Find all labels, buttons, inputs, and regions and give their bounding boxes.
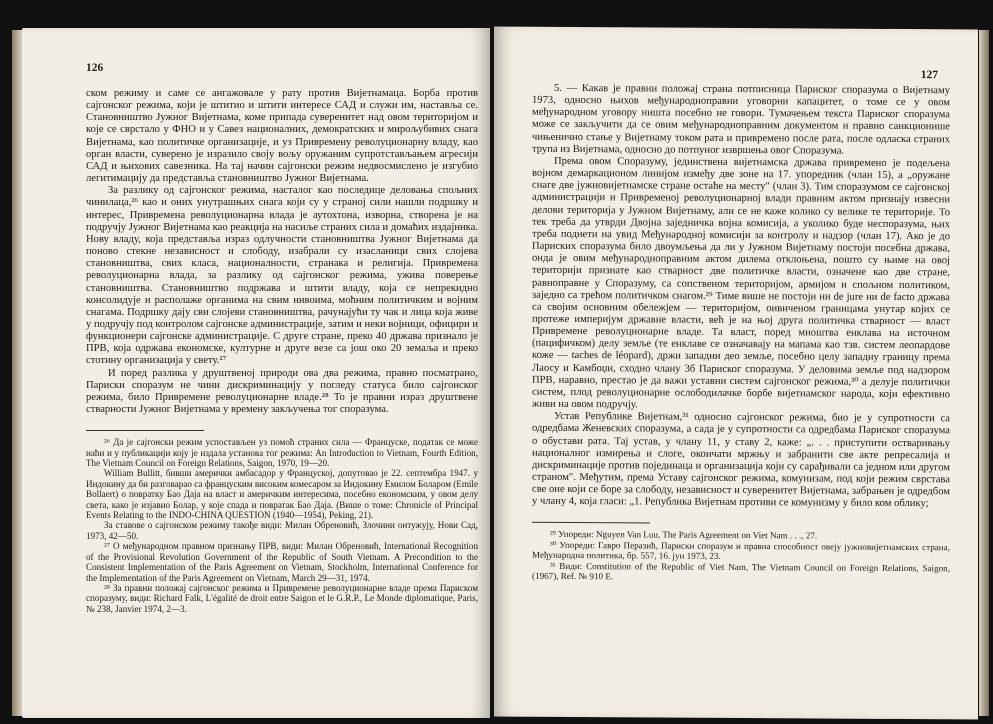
footnote-rule (86, 430, 204, 431)
footnote: ³⁰ Упореди: Гавро Перазић, Париски споразум и правна способност овеју јужновијетнамских страна, Међународна политика, бр. 557, 16. јун 1973, 23. (532, 539, 950, 562)
page-number: 126 (86, 62, 104, 74)
paragraph: За разлику од сајгонског режима, насталог као последице деловања спољних чинилаца,²⁶ као и оних унутрашњих снага који су у страној сили нашли подршку и интерес, Привремена револуционарна влада је аутохтона, изворна, створена је на подручју Јужног Вијетнама као реакција на насиље страних сила и домаћих издајника. Нову владу, која представља израз одлучности становништва Јужног Вијетнама да поново стекне независност и слободу, изабрали су изасланици свих слојева становништва, свих класа, националности, странака и религија. Привремена револуционарна влада, за разлику од сајгонског режима, ужива поверење становништва. Становништво подржава и штити владу, која се непрекидно консолидује и располаже органима на свим нивоима, моћним политичким и војним снагама. Подршку дају сви слојеви становништва, рачунајући ту чак и лица која живе у подручју под контролом сајгонске администрације, затим и неки војници, официри и функционери сајгонске администрације. С друге стране, преко 40 држава признало је ПРВ, која одржава економске, културне и друге везе са још око 20 земаља и преко стотину организација у свету.²⁷ (86, 185, 478, 367)
right-page-edge (979, 30, 989, 716)
page-number: 127 (920, 69, 938, 82)
paragraph: ском режиму и саме се ангажовале у рату против Вијетнамаца. Борба против сајгонског режима, који је штитио и штити интересе САД и служи им, наставља се. Становништво Јужног Вијетнама, коме припада суверенитет над овом територијом и које се сврстало у ФНО и у Савез националних, демократских и мирољубивих снага Вијетнама, као политичке организације, и уз Привремену револуционарну владу, као орган власти, суверено је изразило своју вољу оружаним супротстављањем агресији САД и њихових савезника. На тај начин сајгонски режим недвосмислено је изгубио легитимацију да представља становништво Јужног Вијетнама. (86, 88, 478, 185)
footnote: William Bullitt, бивши амерички амбасадор у Француској, допутовао је 22. септембра 1947. у Индокину да би разговарао са француским високим комесаром за Индокину Емилом Боларом (Emile Bollaert) о повратку Бао Даја на власт и америчким интересима, посебно економским, у овом делу света, како је изјавио Болар, у које спада и повратак Бао Даја. (Више о томе: Chronicle of Principal Events Relating to the INDO-CHINA QUESTION (1940—1954), Peking, 21). (86, 468, 478, 521)
footnote: ²⁷ О међународном правном признању ПРВ, види: Милан Обреновић, International Recognition of the Provisional Revolution Government of the Republic of South Vietnam. A Precondition to the Consistent Implementation of the Paris Agreement on Vietnam, Stockholm, International Conference for the Implementation of the Paris Agreement on Vietnam, March 29—31, 1974. (86, 541, 478, 583)
footnote: ²⁹ Упореди: Nguyen Van Luu, The Paris Agreement on Viet Nam . . ., 27. (550, 529, 818, 541)
footnote: ²⁸ За правни положај сајгонског режима и Привремене револуционарне владе према Париском споразуму, види: Richard Falk, L'égalité de droit entre Saigon et le G.R.P., Le Monde diplomatique, Paris, № 238, Janvier 1974, 2—3. (86, 582, 478, 614)
left-page-body (86, 88, 478, 614)
left-page (22, 28, 490, 718)
paragraph: И поред разлика у друштвеној природи ова два режима, правно посматрано, Париски споразум не чини дискриминацију у погледу статуса било сајгонског режима, било Привремене револуционарне владе.²⁸ То је правни израз друштвене стварности Јужног Вијетнама у времену закључења тог споразума. (86, 367, 478, 416)
left-page-edge (12, 30, 22, 716)
paragraph: 5. — Какав је правни положај страна потписница Париског споразума о Вијетнаму 1973, односно њихов међународноправни уговорни капацитет, о томе се у овом међународном уговору ништа посебно не говори. Тумачењем текста Париског споразума може се закључити да се овим међународноправним документом и правно санкционише чињенично стање у Вијетнаму током рата и привремено после рата, после одласка страних трупа из Вијетнама, односно до потпуног извршења овог Споразума. (532, 82, 950, 157)
footnotes (86, 437, 478, 614)
right-page (494, 27, 978, 720)
footnote: За ставове о сајгонском режиму такође види: Милан Обреновић, Злочини онтужују, Нови Сад, 1973, 42—50. (86, 520, 478, 541)
footnote: ³¹ Види: Constitution of the Republic of Viet Nam, The Vietnam Council on Foreign Relations, Saigon, (1967), Ref. № 910 E. (532, 560, 950, 582)
paragraph: Према овом Споразуму, јединствена вијетнамска држава привремено је подељена војном демаркационом линијом између две зоне на 17. упоредник (члан 15), а „оружане снаге две јужновијетнамске стране остаће на месту" (члан 3). Тим споразумом се сајгонској администрацији и Привременој револуционарној влади правним актом признају извесни делови територија у Јужном Вијетнаму, али се не каже колико су велике те територије. То тек треба да утврди Двојна заједничка војна комисија, а уколико буде неспоразума, њих треба поднети на увид Међународној комисији за контролу и надзор (члан 17). Ако је до Париских споразума било двоумљења да ли у Јужном Вијетнаму постоји посебна држава, онда је овим међународноправним актом дилема отклоњена, пошто су њиме на овој територији признате као стварност две политичке власти, означене као две стране, равноправне у Споразуму, са сопственом територијом, армијом и спољном политиком, заједно са трећом политичком снагом.²⁹ Тиме више не постоји ни de jure ни de facto држава са својим основним обележјем — територијом, оивиченом границама унутар којих се протеже империјум државне власти, већ је на њој друга политичка стварност — власт Привремене револуционарне владе. Та власт, поред мноштва енклава на источном (пацифичком) делу земље (те енклаве се означавају на мапама као тзв. систем леопардове коже — taches de léopard), држи западни део земље, посебно целу западну границу према Лаосу и Камбоџи, сходно члану 3б Париског споразума. У деловима земље под надзором ПРВ, наравно, престао је да важи уставни систем сајгонског режима,³⁰ а делује политички систем, плод револуционарне ослободилачке борбе вијетнамског народа, који ефективно живи на овом подручју. (532, 155, 950, 411)
footnote: ²⁶ Да је сајгонски режим успостављен уз помоћ страних сила — Француске, податак се може наћи и у публикацији коју је издала установа тог режима: An Introduction to Vietnam, Fourth Edition, The Vietnam Council on Foreign Relations, Saigon, 1970, 19—20. (86, 437, 478, 469)
right-page-body (532, 83, 950, 584)
paragraph: Устав Републике Вијетнам,³¹ односно сајгонског режима, био је у супротности са одредбама Женевских споразума, а сада је у супротности са одредбама Париског споразума о обустави рата. Тај устав, у члану 11, у ставу 2, каже: „. . . приступити остваривању националног измирења и слоге, окончати мржњу и забранити све акте репресалија и дискриминације против појединаца и организација који су сарађивали са једном или другом страном". Међутим, према Уставу сајгонског режима, комунизам, под који режим сврстава све оне који се боре за слободу, независност и суверенитет Вијетнама, забрањен је одредбом у члану 4, која гласи: „1. Република Вијетнам противи се комунизму у било ком облику; (532, 411, 950, 510)
footnote-rule (532, 522, 650, 524)
footnotes (532, 529, 950, 584)
